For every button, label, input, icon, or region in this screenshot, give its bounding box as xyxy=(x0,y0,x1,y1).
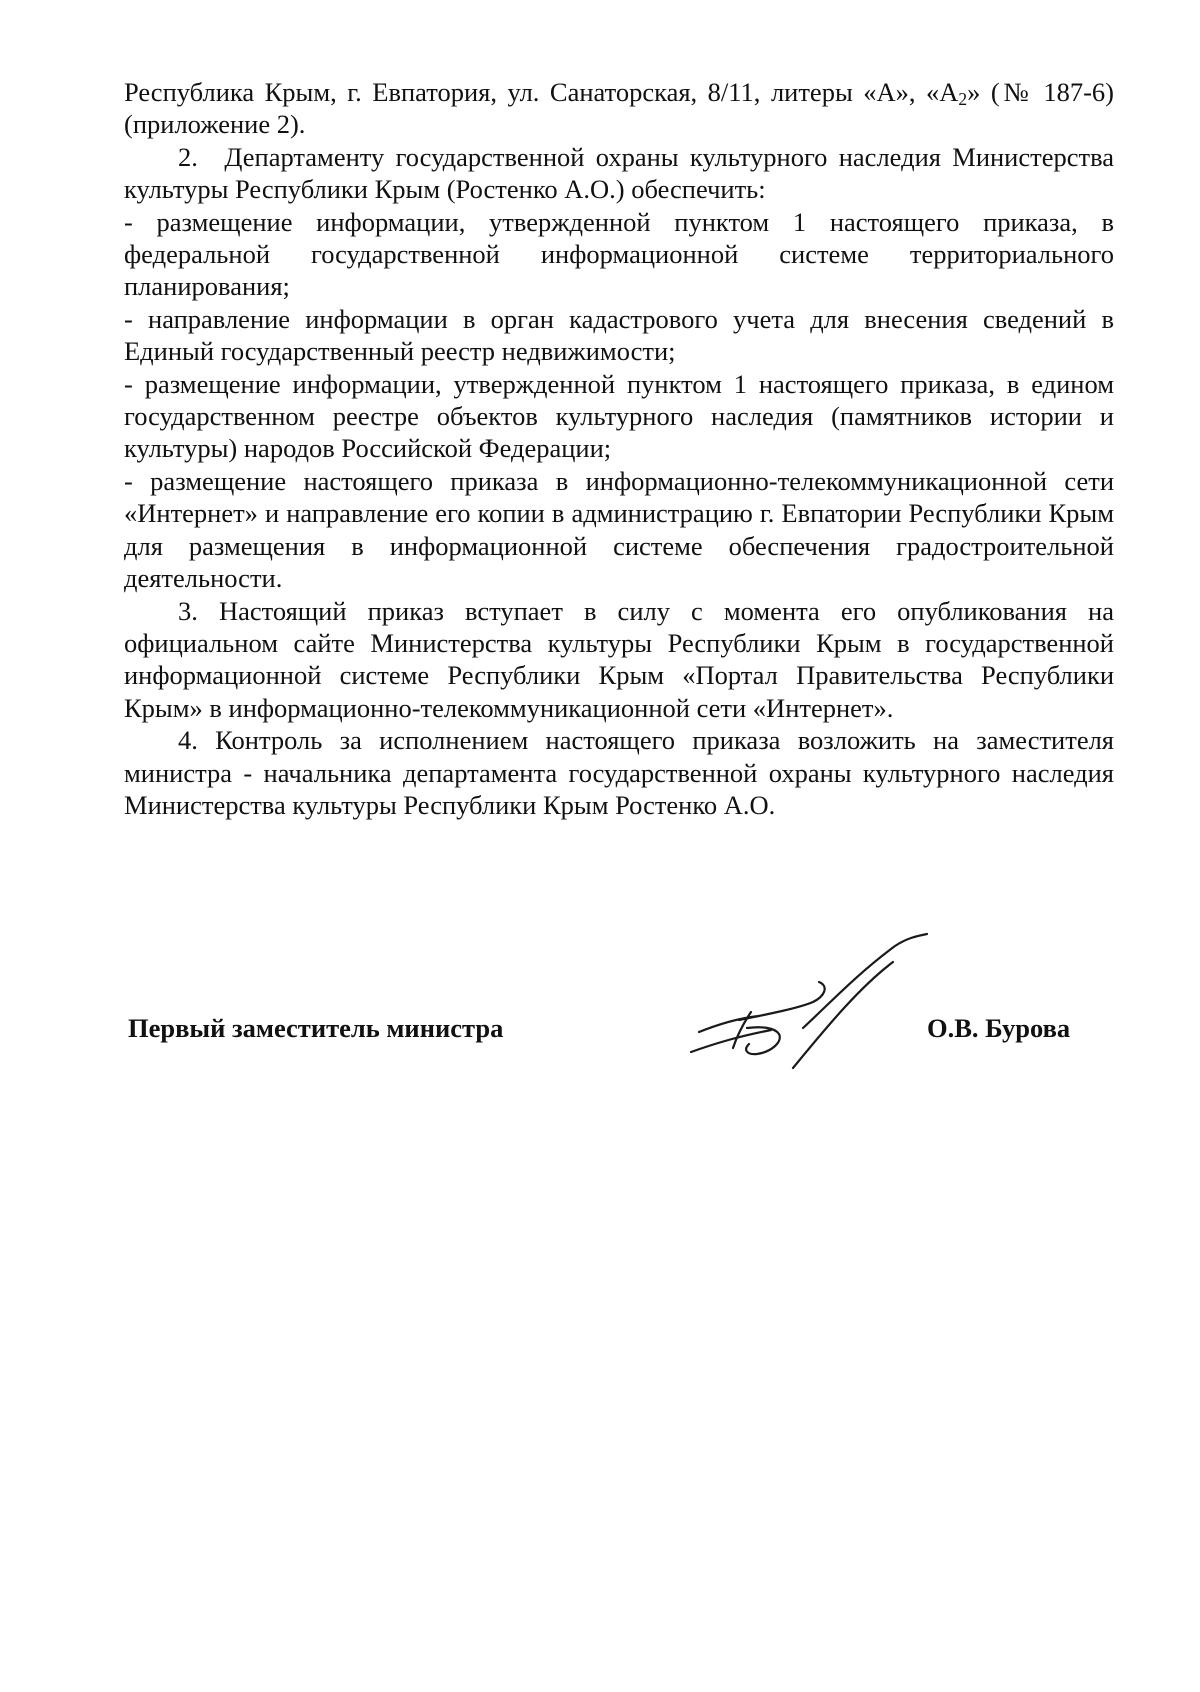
paragraph-text: Республика Крым, г. Евпатория, ул. Санаторская, 8/11, литеры «А», «А xyxy=(124,77,959,107)
paragraph-item-2-bullet-4 xyxy=(124,465,1114,595)
paragraph-item-3 xyxy=(124,595,1114,725)
subscript-text: 2 xyxy=(958,88,968,109)
paragraph-text: » (№ 187-6) (приложение 2). xyxy=(124,77,1114,140)
signatory-position: Первый заместитель министра xyxy=(128,1013,504,1043)
paragraph-item-2-bullet-1 xyxy=(124,206,1114,303)
signatory-name: О.В. Бурова xyxy=(927,1013,1071,1043)
handwritten-signature xyxy=(679,924,939,1074)
paragraph-item-2-bullet-2 xyxy=(124,303,1114,368)
paragraph-text: - направление информации в орган кадастрового учета для внесения сведений в Единый государственный реестр недвижимости; xyxy=(124,303,1114,367)
paragraph-item-2 xyxy=(124,141,1114,206)
paragraph-text: 4. Контроль за исполнением настоящего приказа возложить на заместителя министра - начальника департамента государственной охраны культурного наследия Министерства культуры Республики Крым Ростенко А.О. xyxy=(124,725,1114,820)
paragraph-text: 3. Настоящий приказ вступает в силу с момента его опубликования на официальном сайте Министерства культуры Республики Крым в государственной информационной системе Республики Крым «Портал Правительства Республики Крым» в информационно-телекоммуникационной сети «Интернет». xyxy=(124,595,1114,723)
paragraph-p1-tail xyxy=(124,76,1114,141)
signature-block xyxy=(124,1000,1114,1120)
paragraph-text: - размещение информации, утвержденной пунктом 1 настоящего приказа, в едином государственном реестре объектов культурного наследия (памятников истории и культуры) народов Российской Федерации; xyxy=(124,368,1114,464)
paragraph-text: 2. Департаменту государственной охраны культурного наследия Министерства культуры Республики Крым (Ростенко А.О.) обеспечить: xyxy=(124,141,1114,205)
paragraph-text: - размещение настоящего приказа в информационно-телекоммуникационной сети «Интернет» и направление его копии в администрацию г. Евпатории Республики Крым для размещения в информационной системе обеспечения градостроительной деятельности. xyxy=(124,465,1114,594)
paragraph-item-4 xyxy=(124,724,1114,821)
paragraph-text: - размещение информации, утвержденной пунктом 1 настоящего приказа, в федеральной государственной информационной системе территориального планирования; xyxy=(124,206,1114,302)
document-body xyxy=(124,76,1114,821)
paragraph-item-2-bullet-3 xyxy=(124,368,1114,465)
